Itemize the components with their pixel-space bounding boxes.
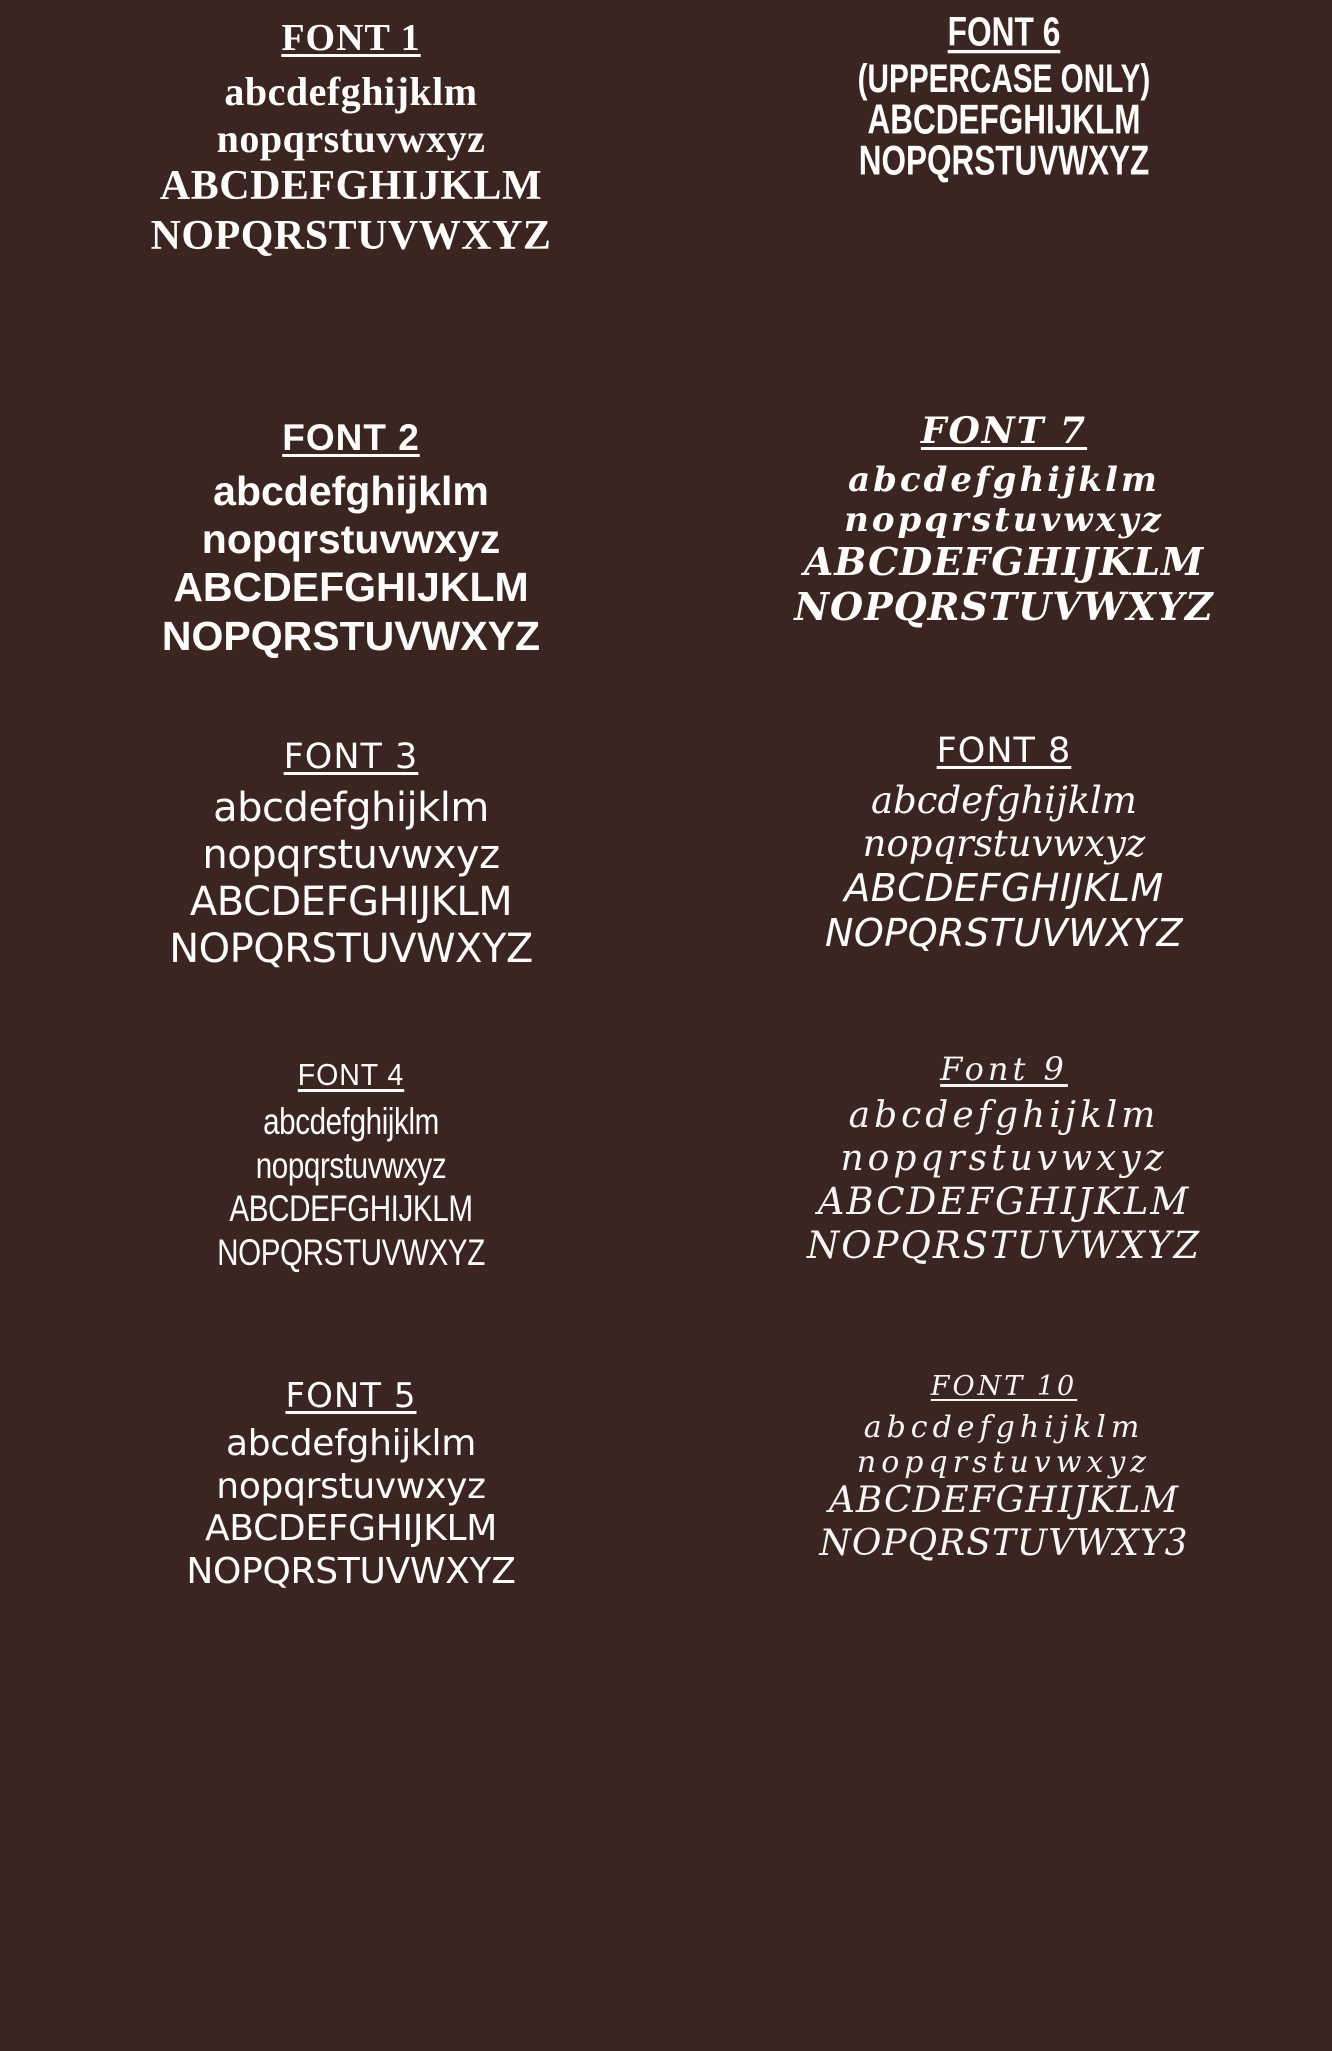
font-8-line-4: NOPQRSTUVWXYZ (824, 910, 1184, 955)
font-1-title: FONT 1 (281, 17, 421, 59)
left-column (0, 10, 666, 2051)
font-2-line-1: abcdefghijklm (213, 467, 489, 514)
font-9-title: Font 9 (940, 1050, 1068, 1088)
font-6-line-1: ABCDEFGHIJKLM (867, 95, 1141, 143)
font-9-line-2: nopqrstuvwxyz (840, 1137, 1168, 1179)
font-4-line-1: abcdefghijklm (263, 1101, 439, 1143)
font-9-line-4: NOPQRSTUVWXYZ (806, 1223, 1202, 1267)
font-sample-2 (36, 418, 666, 738)
font-sample-5 (36, 1378, 666, 1678)
font-3-line-1: abcdefghijklm (213, 784, 489, 831)
font-8-title: FONT 8 (936, 731, 1072, 771)
font-8-line-3: ABCDEFGHIJKLM (844, 865, 1164, 910)
font-2-line-4: NOPQRSTUVWXYZ (161, 612, 541, 659)
font-sample-4 (36, 1058, 666, 1378)
font-6-line-2: NOPQRSTUVWXYZ (858, 136, 1150, 184)
font-7-title: FONT 7 (920, 410, 1088, 452)
font-5-line-1: abcdefghijklm (225, 1423, 477, 1465)
font-10-line-2: nopqrstuvwxyz (856, 1445, 1152, 1481)
font-4-line-2: nopqrstuvwxyz (255, 1144, 447, 1186)
font-3-line-3: ABCDEFGHIJKLM (189, 878, 513, 925)
font-4-line-4: NOPQRSTUVWXYZ (217, 1232, 485, 1274)
font-1-line-4: NOPQRSTUVWXYZ (150, 212, 552, 259)
font-2-title: FONT 2 (282, 417, 420, 458)
font-3-title: FONT 3 (283, 737, 419, 777)
font-6-title: FONT 6 (947, 8, 1061, 55)
font-sample-9 (676, 1052, 1332, 1372)
font-7-line-3: ABCDEFGHIJKLM (803, 538, 1205, 584)
font-9-line-1: abcdefghijklm (848, 1095, 1160, 1137)
font-9-line-3: ABCDEFGHIJKLM (817, 1180, 1191, 1224)
font-10-title: FONT 10 (930, 1371, 1078, 1402)
font-sample-1 (36, 18, 666, 418)
font-7-line-4: NOPQRSTUVWXYZ (794, 583, 1214, 629)
font-sample-7 (676, 412, 1332, 732)
font-1-line-1: abcdefghijklm (224, 68, 478, 114)
font-sample-3 (36, 738, 666, 1058)
font-7-line-1: abcdefghijklm (848, 459, 1160, 500)
font-5-title: FONT 5 (285, 1376, 417, 1416)
font-3-line-2: nopqrstuvwxyz (202, 831, 500, 878)
font-sample-6 (676, 8, 1332, 412)
font-4-line-3: ABCDEFGHIJKLM (229, 1188, 473, 1230)
font-10-line-4: NOPQRSTUVWXY3 (819, 1522, 1189, 1564)
font-1-line-3: ABCDEFGHIJKLM (159, 163, 543, 210)
right-column (666, 10, 1332, 2051)
font-sample-10 (676, 1372, 1332, 1672)
font-5-line-4: NOPQRSTUVWXYZ (186, 1550, 516, 1592)
font-8-line-2: nopqrstuvwxyz (862, 822, 1146, 866)
font-sample-8 (676, 732, 1332, 1052)
font-10-line-1: abcdefghijklm (863, 1409, 1145, 1445)
font-5-line-2: nopqrstuvwxyz (216, 1465, 486, 1507)
font-6-note: (UPPERCASE ONLY) (857, 55, 1151, 101)
font-8-line-1: abcdefghijklm (871, 778, 1137, 822)
font-3-line-4: NOPQRSTUVWXYZ (169, 926, 533, 973)
font-5-line-3: ABCDEFGHIJKLM (204, 1508, 498, 1550)
font-10-line-3: ABCDEFGHIJKLM (828, 1480, 1180, 1522)
font-2-line-3: ABCDEFGHIJKLM (173, 564, 529, 611)
font-7-line-2: nopqrstuvwxyz (844, 499, 1164, 540)
font-4-title: FONT 4 (297, 1057, 405, 1092)
font-1-line-2: nopqrstuvwxyz (216, 115, 486, 161)
font-2-line-2: nopqrstuvwxyz (201, 516, 501, 563)
